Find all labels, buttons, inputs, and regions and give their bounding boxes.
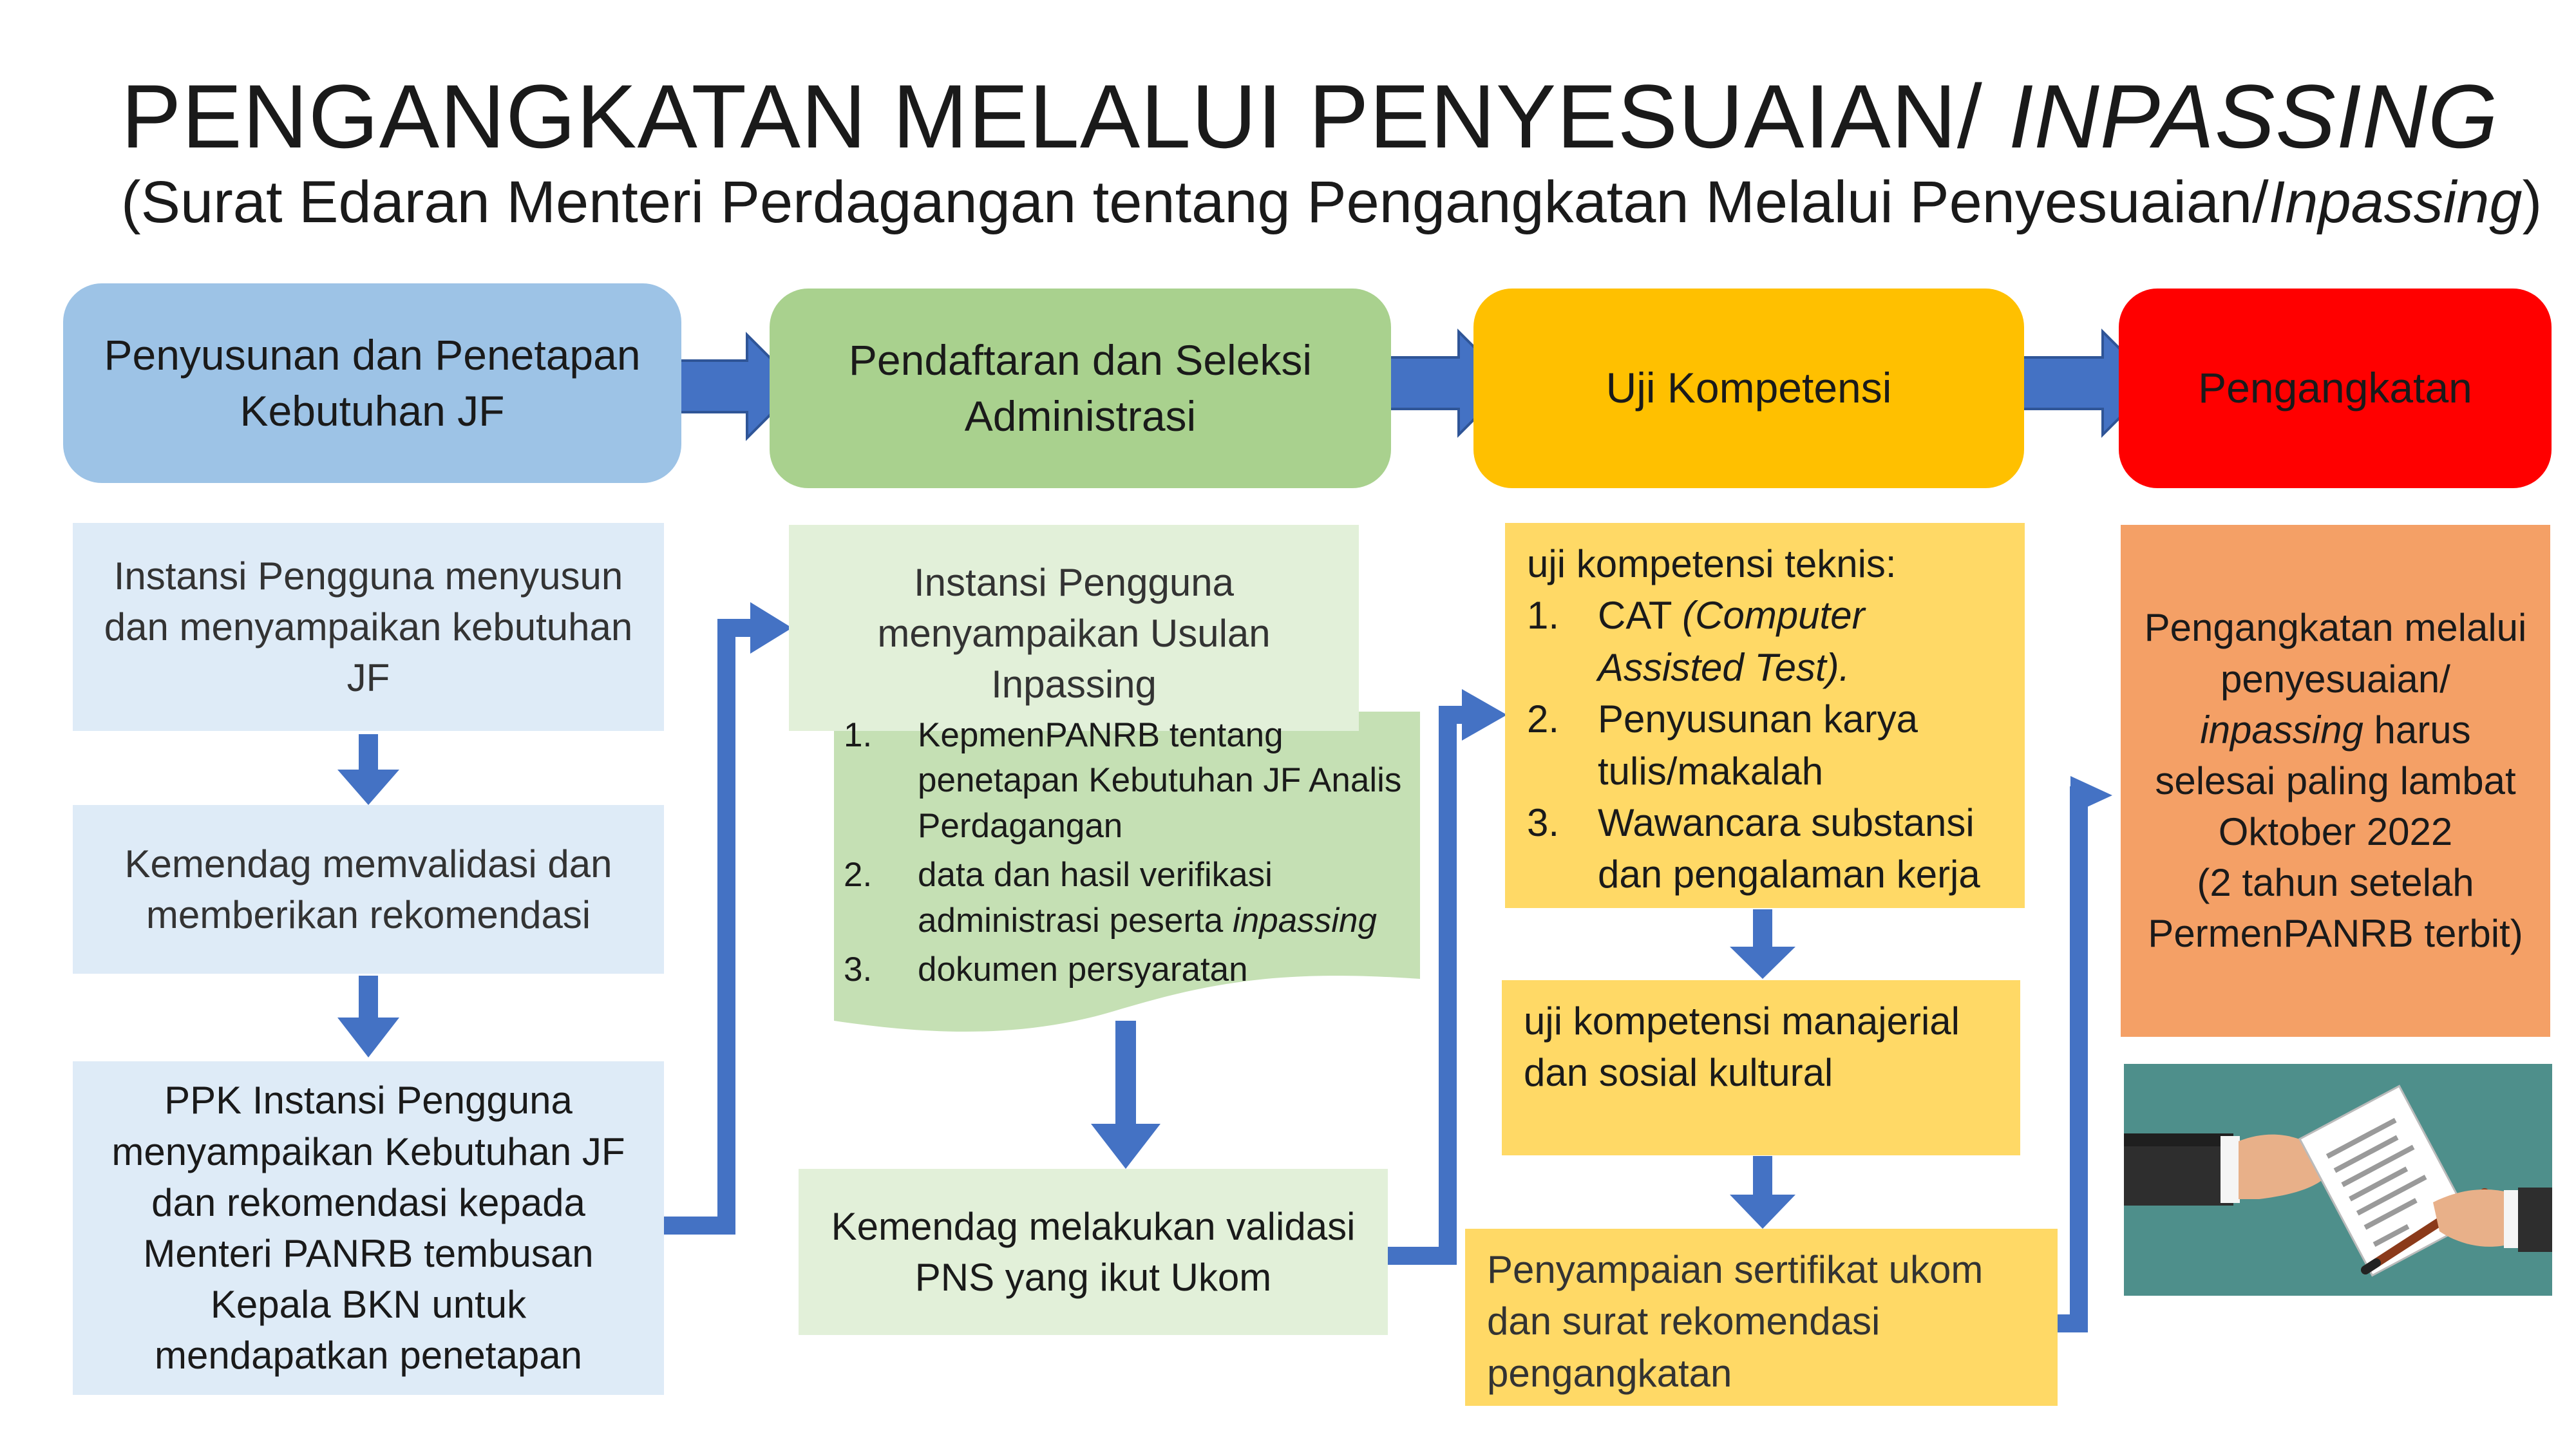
technical-num: 1. xyxy=(1527,594,1560,638)
technical-title: uji kompetensi teknis: xyxy=(1527,542,1897,585)
stage-4-label: Pengangkatan xyxy=(2198,364,2472,412)
note-italic: inpassing xyxy=(2200,708,2363,752)
title-italic: INPASSING xyxy=(2008,66,2499,167)
document-text xyxy=(918,853,1417,943)
stage-4-header xyxy=(2119,289,2552,488)
col4-note xyxy=(2121,525,2550,1037)
col3-arrow-1 xyxy=(1730,909,1795,979)
col3-managerial xyxy=(1502,980,2020,1155)
connector-col1-to-col2 xyxy=(663,628,760,1226)
certificate-text: Penyampaian sertifikat ukom dan surat rekomendasi pengangkatan xyxy=(1487,1248,1984,1395)
stage-3-label: Uji Kompetensi xyxy=(1605,364,1892,412)
col3-arrow-2 xyxy=(1730,1156,1795,1229)
document-num: 2. xyxy=(844,856,873,895)
stage-2-label: Pendaftaran dan Seleksi Administrasi xyxy=(848,336,1312,440)
col1-step-1-text: Instansi Pengguna menyusun dan menyampaikan kebutuhan JF xyxy=(104,554,633,700)
col1-step-1 xyxy=(73,523,664,731)
note-line-2: harus selesai paling lambat Oktober 2022 xyxy=(2155,708,2516,854)
connector-head-2 xyxy=(1462,689,1507,741)
col1-step-3 xyxy=(73,1061,664,1395)
technical-text-italic: (Computer Assisted Test). xyxy=(1598,594,1865,689)
col1-step-3-text: PPK Instansi Pengguna menyampaikan Kebutuhan JF dan rekomendasi kepada Menteri PANRB tembusan Kepala BKN untuk mendapatkan penetapan xyxy=(111,1079,625,1378)
document-num: 1. xyxy=(844,716,873,754)
document-item xyxy=(844,947,1417,992)
technical-num: 2. xyxy=(1527,697,1560,741)
stage-3-header xyxy=(1473,289,2024,488)
document-item xyxy=(844,853,1417,943)
technical-item xyxy=(1527,694,2003,797)
col2-validation xyxy=(799,1169,1388,1335)
technical-num: 3. xyxy=(1527,800,1560,844)
subtitle-italic: Inpassing xyxy=(2268,169,2523,235)
col4-note-body xyxy=(2140,602,2531,959)
connector-head-1 xyxy=(750,602,792,654)
subtitle-suffix: ) xyxy=(2522,169,2543,235)
technical-item xyxy=(1527,797,2003,901)
col3-certificate xyxy=(1465,1229,2058,1406)
stage-1-label: Penyusunan dan Penetapan Kebutuhan JF xyxy=(104,330,641,435)
col1-arrow-1 xyxy=(337,734,399,805)
stage-2-header xyxy=(770,289,1391,488)
note-line-3: (2 tahun setelah PermenPANRB terbit) xyxy=(2148,861,2523,956)
right-sleeve xyxy=(2518,1188,2552,1252)
managerial-text: uji kompetensi manajerial dan sosial kultural xyxy=(1524,999,1960,1095)
technical-item xyxy=(1527,590,2003,694)
technical-text xyxy=(1598,590,2003,694)
document-text: dokumen persyaratan xyxy=(918,951,1248,989)
col2-proposal xyxy=(789,525,1359,731)
document-text-main: data dan hasil verifikasi administrasi peserta xyxy=(918,856,1273,940)
document-num: 3. xyxy=(844,951,873,989)
title-main: PENGANGKATAN MELALUI PENYESUAIAN/ xyxy=(121,66,2009,167)
col1-arrow-2 xyxy=(337,976,399,1057)
col1-step-2-text: Kemendag memvalidasi dan memberikan rekomendasi xyxy=(124,842,612,936)
stage-1-header xyxy=(63,283,681,483)
technical-text: Penyusunan karya tulis/makalah xyxy=(1598,697,1918,793)
subtitle-prefix: (Surat Edaran Menteri Perdagangan tentang Pengangkatan Melalui Penyesuaian/ xyxy=(121,169,2269,235)
technical-list xyxy=(1527,590,2003,900)
col2-documents xyxy=(844,712,1417,989)
col2-validation-text: Kemendag melakukan validasi PNS yang ikut Ukom xyxy=(831,1204,1356,1299)
note-line-1: Pengangkatan melalui penyesuaian/ xyxy=(2144,606,2527,701)
technical-text: Wawancara substansi dan pengalaman kerja xyxy=(1598,800,1980,896)
col2-down-arrow xyxy=(1091,1021,1160,1169)
document-handover-illustration xyxy=(2124,1064,2552,1296)
col1-step-2 xyxy=(73,805,664,974)
document-text: KepmenPANRB tentang penetapan Kebutuhan JF Analis Perdagangan xyxy=(918,716,1402,845)
document-item xyxy=(844,713,1417,849)
col2-proposal-text: Instansi Pengguna menyampaikan Usulan Inpassing xyxy=(877,561,1271,706)
documents-list xyxy=(844,713,1417,993)
technical-text-main: CAT xyxy=(1598,594,1683,638)
col3-technical xyxy=(1505,523,2025,908)
document-text-italic: inpassing xyxy=(1232,901,1377,940)
connector-col3-to-col4 xyxy=(2058,795,2090,1323)
connector-head-3 xyxy=(2070,776,2112,815)
